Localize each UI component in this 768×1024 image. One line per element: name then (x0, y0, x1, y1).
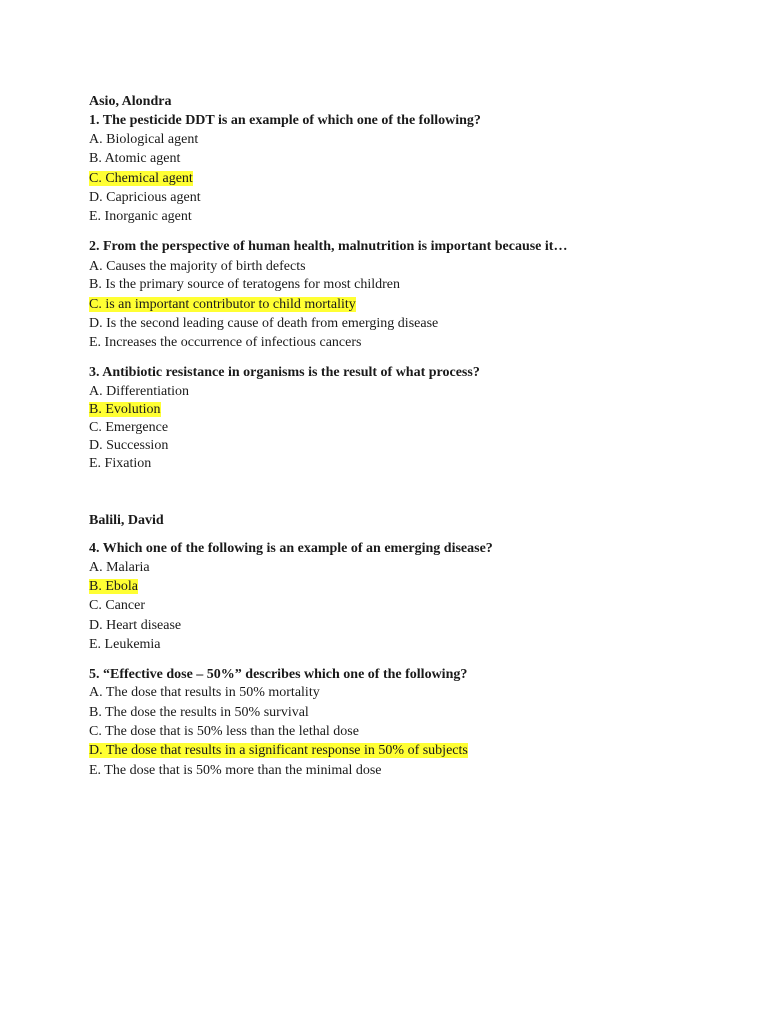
correct-answer-option: D. The dose that results in a significant response in 50% of subjects (89, 743, 468, 758)
answer-option: B. Is the primary source of teratogens for most children (89, 277, 401, 292)
answer-option: D. Heart disease (89, 618, 182, 633)
correct-answer-option: C. Chemical agent (89, 171, 193, 186)
answer-option: C. Cancer (89, 598, 145, 613)
answer-option: A. Biological agent (89, 132, 199, 147)
answer-option: E. Inorganic agent (89, 209, 192, 224)
question-text: 1. The pesticide DDT is an example of which one of the following? (89, 113, 481, 128)
correct-answer-option: B. Ebola (89, 579, 138, 594)
question-text: 2. From the perspective of human health, malnutrition is important because it… (89, 239, 568, 254)
question-text: 5. “Effective dose – 50%” describes which one of the following? (89, 667, 468, 682)
answer-option: A. Causes the majority of birth defects (89, 259, 306, 274)
answer-option: E. Increases the occurrence of infectious cancers (89, 335, 362, 350)
answer-option: D. Is the second leading cause of death from emerging disease (89, 316, 439, 331)
answer-option: E. Leukemia (89, 637, 161, 652)
answer-option: E. Fixation (89, 456, 152, 471)
answer-option: B. Atomic agent (89, 151, 181, 166)
correct-answer-option: B. Evolution (89, 402, 161, 417)
answer-option: D. Capricious agent (89, 190, 201, 205)
answer-option: B. The dose the results in 50% survival (89, 705, 309, 720)
answer-option: C. The dose that is 50% less than the lethal dose (89, 724, 359, 739)
author-name: Asio, Alondra (89, 94, 172, 109)
correct-answer-option: C. is an important contributor to child mortality (89, 297, 356, 312)
answer-option: A. The dose that results in 50% mortality (89, 685, 320, 700)
answer-option: A. Differentiation (89, 384, 190, 399)
question-text: 3. Antibiotic resistance in organisms is the result of what process? (89, 365, 480, 380)
answer-option: D. Succession (89, 438, 169, 453)
answer-option: C. Emergence (89, 420, 169, 435)
answer-option: A. Malaria (89, 560, 150, 575)
question-text: 4. Which one of the following is an example of an emerging disease? (89, 541, 493, 556)
author-name: Balili, David (89, 513, 164, 528)
answer-option: E. The dose that is 50% more than the minimal dose (89, 763, 382, 778)
